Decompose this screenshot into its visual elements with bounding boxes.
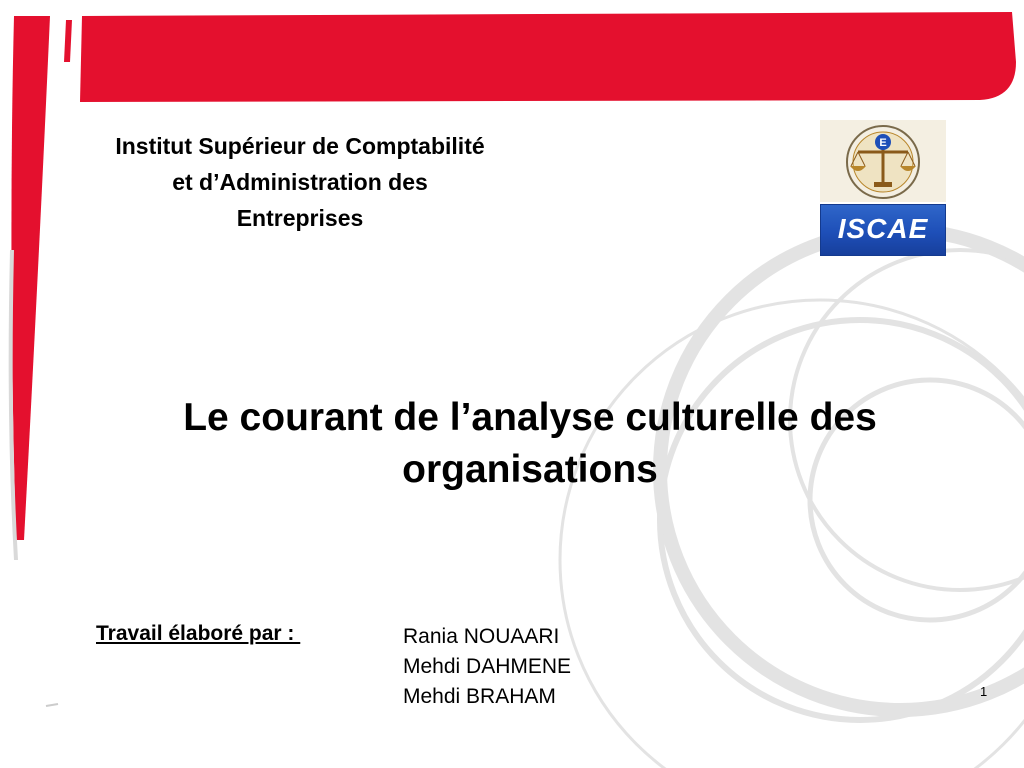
institution-line-2: et d’Administration des xyxy=(172,169,428,195)
presentation-title xyxy=(90,392,970,496)
left-red-accent-line xyxy=(64,20,72,62)
iscae-logo-text: ISCAE xyxy=(837,213,929,244)
page-number: 1 xyxy=(980,684,988,699)
seal-letter: E xyxy=(879,137,887,149)
author-list xyxy=(403,622,571,712)
iscae-logo xyxy=(820,204,946,256)
title-line-1: Le courant de l’analyse culturelle des xyxy=(183,396,877,439)
credits-label: Travail élaboré par : xyxy=(96,622,301,645)
bottom-left-mark xyxy=(46,704,58,706)
top-red-banner xyxy=(80,12,1016,102)
institution-line-3: Entreprises xyxy=(236,205,364,231)
author-name: Mehdi BRAHAM xyxy=(403,685,556,708)
left-red-swoosh xyxy=(11,16,50,540)
institution-line-1: Institut Supérieur de Comptabilité xyxy=(115,133,485,159)
ring-2 xyxy=(660,320,1024,720)
scales-of-justice-seal-icon xyxy=(820,120,946,202)
title-line-2: organisations xyxy=(402,448,658,491)
author-name: Rania NOUAARI xyxy=(403,625,560,648)
decorative-rings xyxy=(560,230,1024,768)
institution-name xyxy=(40,128,560,236)
author-name: Mehdi DAHMENE xyxy=(403,655,572,678)
